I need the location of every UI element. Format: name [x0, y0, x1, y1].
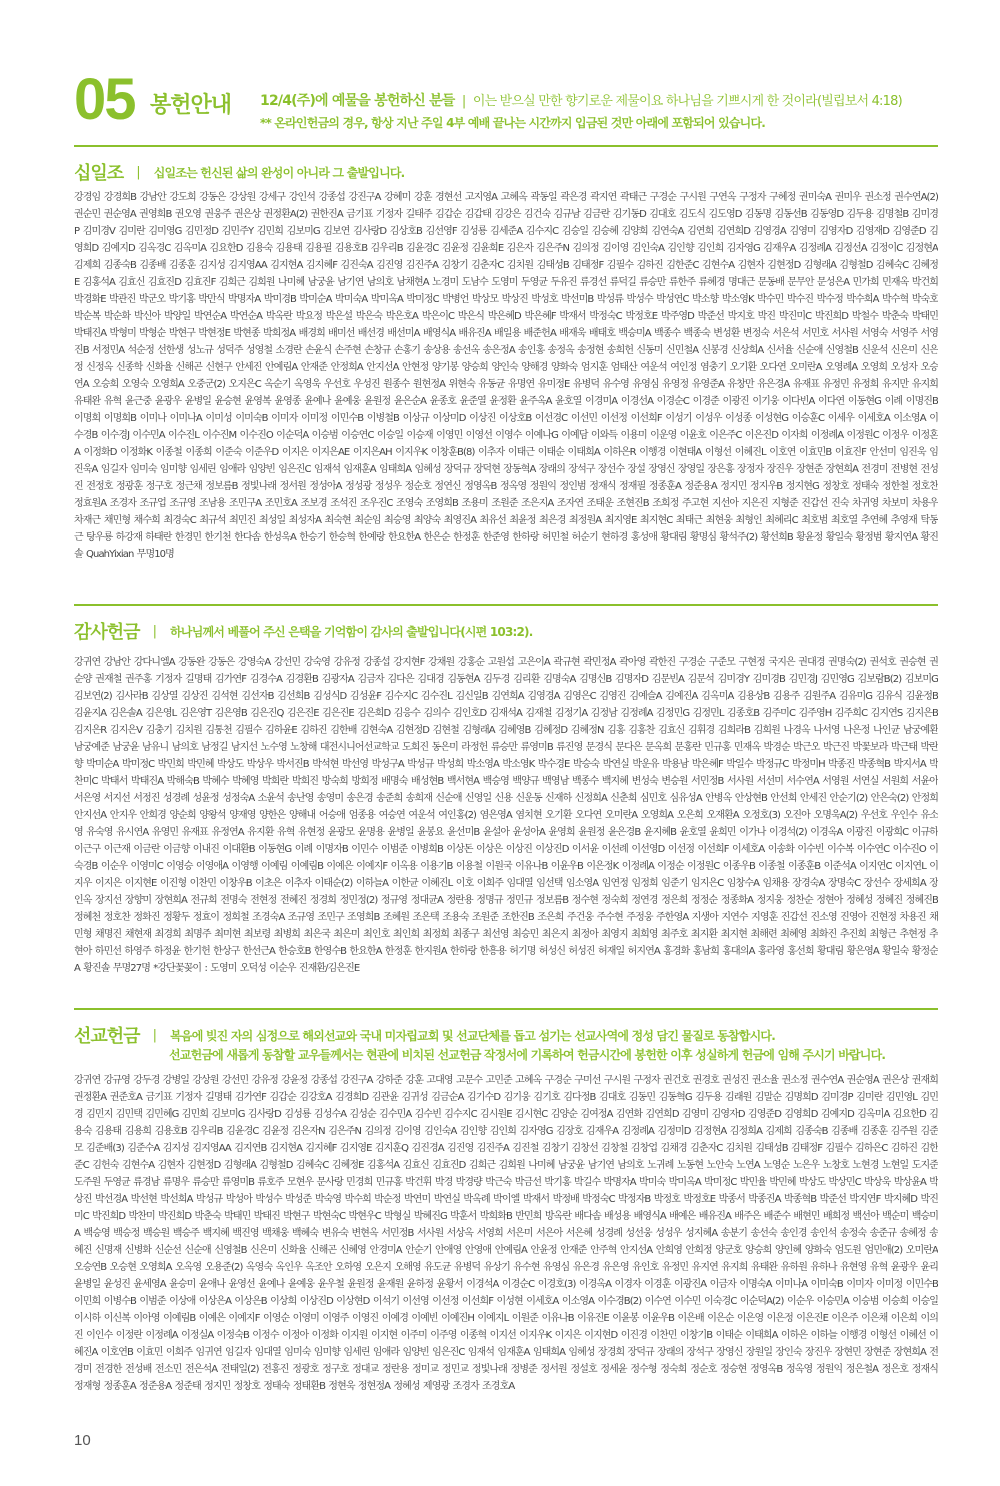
tithe-name-list: 강경임 강경희B 강남안 강도희 강동은 강상원 강세구 강인석 강종섭 강진구A 강혜미 강훈 경현선 고지영A 고혜옥 곽동일 곽은경 곽지연 곽태근 구경순 구시원 구연옥 구정자 구혜정 권미숙A 권미우 권소정 권수연A(2) 권순민 권순영A 권영희B 권오영 권웅주 권은상 권정환A(2) 권한진A 금기표 기정자 길태주 김갑순 김갑태 김강은 김건숙 김규남 김금란 김기동D 김대호 김도식 김도영D 김동명 김동선B 김동영D 김두용 김명철B 김미경P 김미경V 김미란 김미영G 김민정D 김민주Y 김민희 김보미G 김보연 김사랑D 김상호B 김선영F 김성룡 김세준A 김수지C 김승일 김승혜 김양희 김연숙A 김연희 김연희D 김영경A 김영미 김영자D 김영재D 김영준D 김영희D 김예지D 김옥경C 김옥미A 김요한D 김용숙 김용태 김용필 김용호B 김우리B 김윤경C 김윤정 김윤희E 김은자 김은주N 김의정 김이영 김인숙A 김인향 김인희 김자영G 김재우A 김정례A 김정선A 김정이C 김정현A 김제희 김종숙B 김종배 김종훈 김지성 김지영AA 김지현A 김지혜F 김진숙A 김진영 김진주A 김창기 김춘자C 김치원 김태성B 김태정F 김필수 김하진 김한준C 김현수A 김현자 김현정D 김형래A 김형철D 김혜숙C 김혜정E 김홍석A 김효신 김효진D 김효진F 김희근 김희원 나미혜 남궁윤 남기연 남의호 남채현A 노경미 도남수 도영미 두영균 두유진 류경선 류덕길 류승만 류한주 류혜경 명대근 문동배 문무안 문성은A 민가희 민재옥 박건희 박경화E 박관진 박군오 박기홍 박만식 박명자A 박미경B 박미순A 박미숙A 박미옥A 박미정C 박병언 박상모 박상진 박성호 박선미B 박성류 박성수 박성연C 박소향 박소영K 박수민 박수진 박수정 박수희A 박수혁 박숙호 박순복 박순화 박신아 박양일 박연순A 박연순A 박옥란 박요정 박은설 박은숙 박은호A 박은이C 박은식 박은혜D 박은혜F 박재서 박정숙C 박정호E 박주영D 박준선 박지호 박진 박진미C 박진희D 박철수 박춘숙 박태민 박태진A 박형미 박형순 박현구 박현정E 박현종 박희정A 배경희 배미선 배선경 배선미A 배영식A 배유진A 배일용 배준헌A 배재욱 배태호 백승미A 백종수 백종숙 변성환 변정숙 서은석 서민호 서사원 서영숙 서영주 서영진B 서정민A 석순정 선한생 성노규 성덕주 성영철 소경란 손윤식 손주현 손창규 손홍기 송상용 송선옥 송은정A 송인홍 송정옥 송정현 송희헌 신동미 신민철A 신봉경 신상희A 신서율 신순애 신영철B 신운석 신은미 신은정 신정옥 신종학 신화율 신해곤 신현구 안세진 안예림A 안재준 안정희A 안지선A 안현정 양기봉 양승희 양인숙 양해경 양화숙 엄지훈 엄태산 여운석 여인정 염충기 오기환 오다연 오미란A 오영례A 오영희 오성자 오승연A 오승희 오영숙 오영희A 오중군(2) 오지은C 옥순기 옥영욱 우선호 우성진 원종수 원현정A 위현숙 유동균 유명연 유미정E 유병덕 유수영 유영심 유영정 유영준A 유창만 유은경A 유재표 유정민 유정희 유지만 유지희 유태완 유혁 윤근중 윤광우 윤병일 윤승현 윤영복 윤영종 윤예나 윤예웅 윤원정 윤은순A 윤종호 윤준열 윤정환 윤주옥A 윤호열 이경미A 이경선A 이경순C 이경준 이광진 이기웅 이다빈A 이다연 이동현G 이례 이명진B 이명희 이명희B 이미나 이미나A 이미성 이미숙B 이미자 이미정 이민수B 이병철B 이상규 이상미D 이상진 이상호B 이선경C 이선민 이선정 이선희F 이성기 이성우 이성종 이성현G 이승훈C 이세우 이세호A 이소영A 이수경B 이수경J 이수민A 이수진L 이수진M 이수진O 이순덕A 이승범 이승연C 이승일 이승재 이영민 이영선 이영수 이예나G 이예담 이와득 이용미 이운영 이윤호 이은주C 이은진D 이자희 이정례A 이정원C 이정우 이정혼A 이정화D 이정화K 이종철 이종희 이준숙 이준우D 이지은 이지은AE 이지은AH 이지우K 이창훈B(8) 이추자 이태근 이태순 이태희A 이하은R 이행경 이현태A 이형선 이혜진L 이호연 이효민B 이효진F 안선미 임진욱 임진욱A 임길자 임미숙 임미향 임세린 임애라 임양빈 임은진C 임재석 임재훈A 임태희A 임혜성 장덕규 장덕현 장동혁A 장래의 장석구 장선수 장설 장영신 장영일 장은홍 장정자 장진우 장현준 장현희A 전경미 전병현 전성진 전정호 정광훈 정구호 정근채 정보름B 정빛나래 정서원 정성아A 정성광 정성우 정순호 정연신 정영옥B 정옥영 정원익 정인범 정재식 정재필 정종훈A 정준용A 정지민 정지우B 정지현G 정창호 정태숙 정한철 정호찬 정효원A 조경자 조규업 조규영 조남용 조민구A 조민호A 조보경 조석진 조우진C 조영숙 조영희B 조용미 조원준 조은지A 조자연 조태운 조현진B 조희정 주고현 지선아 지은진 지형준 진갑선 진숙 차귀영 차보미 차용우 차재근 채민형 채수희 최경숙C 최규석 최민진 최성일 최성자A 최숙현 최순임 최승영 최양숙 최영진A 최유선 최윤정 최은경 최정원A 최지영E 최지현C 최태근 최현웅 최형인 최혜리C 최호범 최호열 추연혜 추영재 탁동근 탕우룡 하강재 하태란 한경민 한기천 한다솜 한성욱A 한승기 한승혁 한예랑 한요한A 한은순 한정훈 한준영 한하랑 허민철 허순기 현하경 홍성애 황대림 황명심 황석주(2) 황선희B 황윤정 황일숙 황정범 황지연A 황진솔 QuahYixian 무명10명 — [74, 192, 938, 560]
thanks-description: 하나님께서 베풀어 주신 은택을 기억함이 감사의 출발입니다(시편 103:2). — [170, 624, 533, 639]
section-divider — [74, 1008, 938, 1010]
section-title: 봉헌안내 — [150, 93, 232, 118]
mission-title: 선교헌금 — [74, 1026, 140, 1047]
header-separator: | — [461, 94, 466, 109]
section-header — [74, 67, 944, 140]
mission-description-2: 선교헌금에 새롭게 동참할 교우들께서는 현관에 비치된 선교헌금 작정서에 기록하여 헌금시간에 봉헌한 이후 성실하게 헌금에 임해 주시기 바랍니다. — [169, 1048, 886, 1062]
tithe-title: 십일조 — [74, 163, 124, 184]
page-number: 10 — [74, 1432, 91, 1449]
thanks-title: 감사헌금 — [74, 622, 140, 643]
mission-name-list: 강귀연 강규영 강두경 강병일 강상원 강선민 강유정 강윤정 강종섭 강진구A 강하준 강훈 고대영 고문수 고민준 고혜옥 구경순 구미선 구시원 구정자 권건호 권경호 권성진 권소율 권소정 권수연A 권순영A 권은상 권재희 권정환A 권준호A 금기표 기정자 길명태 김가연F 김갑순 김강호A 김경희D 김관윤 김귀성 김금순A 김기수D 김기웅 김기호 김다정B 김대호 김동민 김동혁G 김두용 김래원 김말순 김명희D 김미경P 김미란 김민영L 김민경 김민지 김민택 김민혜G 김민희 김보미G 김사랑D 김성룡 김성수A 김성순 김수민A 김수빈 김수지C 김시원E 김시현C 김양순 김여정A 김연화 김연희D 김영미 김영자D 김영준D 김영희D 김예지D 김옥미A 김요한D 김용숙 김용태 김용희 김용호B 김우리B 김윤경C 김윤정 김은자N 김은주N 김의정 김이영 김인숙A 김인향 김인희 김자영G 김장호 김재우A 김정례A 김정미D 김정현A 김정희A 김제희 김종숙B 김종배 김종훈 김주원 김준모 김준배(3) 김준수A 김지성 김지영AA 김지연B 김지현A 김지혜F 김지영E 김지훈Q 김진경A 김진영 김진주A 김진철 김창기 김창선 김창철 김창업 김채경 김춘자C 김치원 김태성B 김태정F 김필수 김하은C 김하진 김한준C 김헌숙 김현수A 김현자 김현정D 김형래A 김형철D 김혜숙C 김혜정E 김홍석A 김효신 김효진D 김희근 김희원 나미혜 남궁윤 남기연 남의호 노귀례 노동현 노안숙 노연A 노영순 노은우 노창호 노현경 노현일 도지준 도주원 두영균 류경남 류명우 류승만 류영미B 류호주 모현우 문사랑 민경희 민규홍 박건휘 박경 박경량 박근숙 박금선 박기홍 박길수 박명자A 박미숙 박미옥A 박미정C 박민율 박민혜 박상도 박상민C 박상욱 박상윤A 박상진 박선경A 박선현 박선희A 박성규 박성아 박성수 박성준 박숙영 박수희 박순정 박연미 박연실 박옥례 박이엘 박재서 박정배 박정숙C 박정자B 박정호 박정호E 박종서 박종진A 박종혁B 박준선 박지연F 박지혜D 박진미C 박진희D 박찬미 박진희D 박춘숙 박태민 박태진 박현구 박현숙C 박현우C 박형실 박혜진G 박훈서 박희화B 반민희 방옥란 배다솜 배성용 배영식A 배예은 배유진A 배주은 배준수 배현민 배희정 백선아 백순미 백승미A 백승영 백승정 백승원 백승주 백지혜 백진영 백채웅 백혜숙 변유숙 변현옥 서민정B 서사원 서상옥 서영희 서은미 서은아 서은혜 성경례 성선웅 성성우 성지혜A 송분기 송선숙 송인경 송인석 송정숙 송준규 송혜정 송혜진 신명재 신병화 신순선 신순애 신영철B 신은미 신화율 신해곤 신혜영 안경미A 안순기 안애영 안영애 안예림A 안윤정 안재준 안주혁 안지선A 안희영 안희정 양군호 양승희 양인혜 양화숙 엄도원 엄민애(2) 오미란A 오승연B 오승현 오영희A 오옥영 오용준(2) 옥영숙 옥인우 옥조안 오하영 오은지 오해영 유도균 유병덕 유상기 유수현 유영심 유은경 유은영 유인호 유정민 유지연 유지희 유태완 유하원 유하나 유현영 유혁 윤광우 윤리 윤병일 윤성진 윤세영A 윤승미 윤애나 윤영선 윤예나 윤예웅 윤우철 윤원정 윤재원 윤하정 윤황서 이경석A 이경순C 이경호(3) 이경옥A 이경자 이경훈 이광진A 이금자 이명숙A 이미나A 이미숙B 이미자 이미정 이민수B 이민희 이병수B 이범준 이상애 이상은A 이상은B 이상희 이상진D 이상현D 이석기 이선영 이선정 이선희F 이성현 이세호A 이소영A 이수경B(2) 이수연 이수민 이숙경C 이순덕A(2) 이순우 이승민A 이승범 이승희 이승일 이시하 이신복 이아영 이예림B 이예은 이예지F 이영순 이영미 이영주 이영진 이예경 이예빈 이예진H 이예지L 이원준 이유나B 이유진E 이윤봉 이윤우B 이은배 이은순 이은영 이은정 이은진E 이은주 이은채 이은희 이의진 이인수 이정란 이정례A 이정실A 이정숙B 이정수 이정아 이정화 이지원 이지현 이주미 이주영 이종혁 이지선 이지우K 이지은 이지현D 이진경 이찬민 이창기B 이태순 이태희A 이하은 이하늘 이행경 이형선 이혜선 이혜진A 이호연B 이효민 이희주 임귀연 임길자 임대열 임미숙 임미향 임세린 임애라 임양빈 임은진C 임재석 임재훈A 임태희A 임혜성 장경희 장덕규 장래의 장석구 장영신 장원일 장인숙 장진우 장현민 장현준 장현희A 전경미 전경한 전성배 전소민 전은석A 전태일(2) 전홍진 정광호 정구호 정대교 정란용 정미교 정민교 정빛나래 정병준 정서원 정설호 정세윤 정수형 정숙희 정순호 정승현 정영옥B 정옥영 정원익 정은철A 정은호 정재식 정재형 정종훈A 정준용A 정준태 정지민 정창호 정태숙 정태환B 정현욱 정현정A 정혜성 제영광 조경자 조경호A — [74, 1075, 938, 1392]
thanks-name-list: 강귀연 강남안 강다니엘A 강동완 강동은 강영숙A 강선민 강숙영 강유정 강종섭 강지현F 강채원 강홍순 고원섭 고은이A 곽규현 곽민정A 곽아영 곽한진 구경순 구준모 구현정 국지은 권대경 권명숙(2) 권석호 권승현 권순양 권재철 권주홍 기정자 길명태 김가연F 김경수A 김경환B 김광자A 김금자 김다은 김대경 김동현A 김두경 김리환 김명숙A 김명신B 김명자D 김문빈A 김문석 김미경Y 김미경B 김민경J 김민영G 김보람B(2) 김보미G 김보연(2) 김사라B 김상열 김상진 김석현 김선자B 김선희B 김성식D 김성윤F 김수지C 김수진L 김신일B 김연희A 김영경A 김영은C 김영진 김예슬A 김예진A 김옥미A 김용상B 김용주 김원주A 김유미G 김유식 김윤정B 김윤지A 김은솔A 김은영L 김은영T 김은영B 김은진Q 김은진E 김은진E 김은희D 김응수 김의수 김인호D 김재석A 김재철 김정기A 김정남 김정례A 김정민G 김정민L 김종호B 김주미C 김주영H 김주희C 김지연S 김지은B 김지은R 김지은V 김충기 김치원 김통천 김필수 김하윤E 김하진 김한배 김현숙A 김현정D 김현철 김형래A 김혜영B 김혜정D 김혜정N 김홍 김홍찬 김효신 김휘경 김희라B 김희원 나경옥 나서영 나은정 나인균 남궁예환 남궁예준 남궁윤 남유니 남의호 남정길 남지선 노수영 노창해 대전시니어선교학교 도희진 동은미 라정헌 류승만 류영미B 류진영 문경식 문다은 문옥희 문홍란 민규홍 민재옥 박경순 박근오 박근진 박꽃보라 박근태 박란향 박미순A 박미정C 박민희 박민혜 박상도 박상우 박서진B 박석현 박선영 박성구A 박성규 박성희 박소영A 박소영K 박수경E 박승숙 박연실 박운유 박용남 박은혜F 박일수 박정규C 박정미H 박종진 박종혁B 박지서A 박찬미C 박태서 박태진A 박해숙B 박혜수 박혜영 박희란 박희진 방숙희 방희정 배명숙 배성현B 백서현A 백승영 백양규 백영남 백종수 백지혜 변성숙 변승원 서민정B 서사원 서선미 서수연A 서영원 서연실 서원희 서윤아 서은영 서지선 서정진 성경례 성윤정 성정숙A 소윤석 송난영 송영미 송은경 송준희 송희재 신순애 신영일 신용 신운동 신재하 신정희A 신춘희 심민호 심유성A 안병옥 안상현B 안선희 안세진 안순기(2) 안은숙(2) 안정희 안지선A 안지우 안희경 양순희 양왕석 양재영 양한은 양해내 어승애 엄종용 여승연 여운석 여인홍(2) 염은영A 염치현 오기환 오다연 오미란A 오영희A 오은희 오재환A 오정호(3) 오진아 오명욱A(2) 우선호 우인수 유소영 유숙영 유시연A 유영민 유재표 유정연A 유지환 유혁 유현정 윤광모 윤명용 윤병일 윤봉요 윤선미B 윤설아 윤성아A 윤영희 윤원정 윤은경B 윤지혜B 윤호열 윤희민 이가나 이경석(2) 이경옥A 이광진 이광희C 이규하 이근구 이근재 이금란 이금향 이내진 이대환B 이동현G 이례 이명자B 이민수 이범준 이병희B 이상돈 이상은 이상진 이상진D 이서윤 이선례 이선영D 이선정 이선희F 이세호A 이송화 이수빈 이수복 이수연C 이수진O 이숙경B 이순우 이영미C 이영승 이영애A 이영행 이예림 이예림B 이예은 이예지F 이옥용 이용기B 이용철 이원국 이유나B 이윤우B 이은정K 이정례A 이정순 이정원C 이종우B 이종철 이종훈B 이준석A 이지연C 이지연L 이지우 이지은 이지현E 이진형 이찬민 이창우B 이초은 이추자 이태순(2) 이하늘A 이한균 이혜진L 이호 이희주 임대열 임선택 임소영A 임연정 임정희 임준기 임지은C 임창수A 임채용 장경숙A 장명숙C 장선수 장세희A 장인옥 장지선 장향미 장현희A 전규희 전명숙 전현정 전혜진 정경희 정민정(2) 정규영 정대균A 정란용 정명규 정민규 정보름B 정수현 정숙희 정연경 정은희 정정순 정종화A 정지웅 정찬순 정현아 정혜성 정혜진 정혜진B 정혜천 정호찬 정화진 정황두 정효이 정희철 조경숙A 조규영 조민구 조영희B 조혜원 조은택 조용숙 조원준 조한진B 조은희 주건웅 주수현 주정웅 주한영A 지생아 지연수 지영훈 진갑선 진소영 진영아 진현정 차용진 채민형 채명진 채현재 최경희 최명주 최미현 최보령 최병희 최은국 최은미 최인호 최인희 최정희 최종구 최선영 최승민 최은지 최정아 최영지 최희영 최주호 최지환 최지현 최해련 최혜영 최화진 추진희 최형근 추현정 추현아 하민선 하영주 하정윤 한기헌 한상구 한선근A 한승호B 한영수B 한요한A 한정훈 한지원A 한하랑 한흥용 허기명 허성신 허성진 허재일 허지연A 홍경화 홍남희 홍대의A 홍라영 홍선희 황대림 황은영A 황일숙 황정순A 황진솔 무명27명 *강단꽃꽂이 : 도영미 오덕성 이순우 진재환/김은진E — [74, 657, 938, 974]
thanks-heading — [74, 618, 533, 644]
heading-separator: | — [152, 623, 158, 639]
heading-separator: | — [152, 1027, 158, 1043]
section-divider — [74, 145, 938, 147]
online-offering-note: ** 온라인헌금의 경우, 항상 지난 주일 4부 예배 끝나는 시간까지 입금된 것만 아래에 포함되어 있습니다. — [260, 116, 765, 130]
tithe-heading — [74, 159, 404, 185]
header-line — [260, 90, 902, 110]
mission-description: 복음에 빚진 자의 심정으로 해외선교와 국내 미자립교회 및 선교단체를 돕고 섬기는 선교사역에 정성 담긴 물질로 동참합시다. — [170, 1028, 775, 1043]
tithe-description: 십일조는 헌신된 삶의 완성이 아니라 그 출발입니다. — [153, 165, 405, 180]
offering-date: 12/4(주)에 예물을 봉헌하신 분들 — [260, 93, 455, 109]
mission-heading — [74, 1022, 775, 1048]
section-number: 05 — [74, 67, 135, 132]
heading-separator: | — [136, 164, 141, 180]
scripture-quote: 이는 받으실 만한 향기로운 제물이요 하나님을 기쁘시게 한 것이라(빌립보서 4:18) — [472, 94, 902, 109]
section-divider — [74, 604, 938, 606]
